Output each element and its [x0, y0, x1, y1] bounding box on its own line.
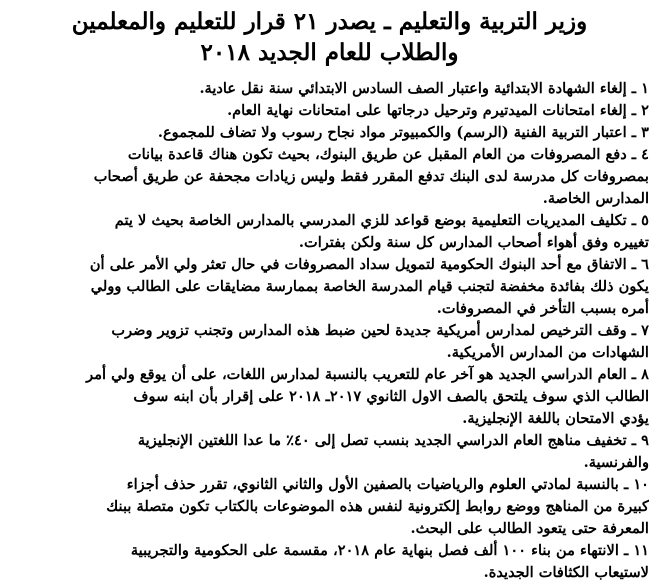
- decision-item: [10, 210, 649, 254]
- decision-item-line: ٣ ـ اعتبار التربية الفنية (الرسم) والكمبيوتر مواد نجاح رسوب ولا تضاف للمجموع.: [157, 124, 649, 141]
- decision-item-line: يؤدي الامتحان باللغة الإنجليزية.: [462, 410, 649, 427]
- decision-item-line: المدارس الخاصة.: [542, 190, 649, 207]
- decision-item: [10, 100, 649, 122]
- decision-item: [10, 320, 649, 364]
- decision-item-line: والفرنسية.: [583, 454, 649, 471]
- decision-item: [10, 474, 649, 540]
- decision-item-line: الطالب الذي سوف يلتحق بالصف الاول الثانوي ٢٠١٧ـ ٢٠١٨ على إقرار بأن ابنه سوف: [133, 388, 649, 405]
- decision-item-line: المعرفة حتى يتعود الطالب على البحث.: [410, 520, 649, 537]
- decision-item: [10, 430, 649, 474]
- decision-item-line: ٦ ـ الاتفاق مع أحد البنوك الحكومية لتمويل سداد المصروفات في حال تعثر ولي الأمر على أن: [89, 256, 649, 273]
- decision-item-line: ١١ ـ الانتهاء من بناء ١٠٠ ألف فصل بنهاية عام ٢٠١٨، مقسمة على الحكومية والتجريبية: [130, 542, 649, 559]
- decision-item-line: ٥ ـ تكليف المديريات التعليمية بوضع قواعد للزي المدرسي بالمدارس الخاصة بحيث لا يتم: [114, 212, 649, 229]
- decision-item: [10, 364, 649, 430]
- decision-item: [10, 254, 649, 320]
- decision-item-line: أمره بسبب التأخر في المصروفات.: [436, 300, 649, 317]
- decision-item-line: كبيرة من المناهج ووضع روابط إلكترونية لنفس هذه الموضوعات بالكتاب تكون متصلة ببنك: [106, 498, 649, 515]
- decisions-list: [10, 78, 649, 584]
- decision-item-line: ٤ ـ دفع المصروفات من العام المقبل عن طريق البنوك، بحيث تكون هناك قاعدة بيانات: [127, 146, 649, 163]
- article-title-line-1: وزير التربية والتعليم ـ يصدر ٢١ قرار للتعليم والمعلمين: [71, 8, 588, 35]
- decision-item-line: لاستيعاب الكثافات الجديدة.: [483, 564, 649, 581]
- decision-item-line: الشهادات من المدارس الأمريكية.: [446, 344, 649, 361]
- decision-item-line: ١٠ ـ بالنسبة لمادتي العلوم والرياضيات بالصفين الأول والثاني الثانوي، تقرر حذف أجزاء: [126, 476, 649, 493]
- decision-item-line: ٢ ـ إلغاء امتحانات الميدتيرم وترحيل درجاتها على امتحانات نهاية العام.: [227, 102, 649, 119]
- decision-item-line: ٩ ـ تخفيف مناهج العام الدراسي الجديد بنسب تصل إلى ٤٠٪ ما عدا اللغتين الإنجليزية: [137, 432, 649, 449]
- decision-item-line: بمصروفات كل مدرسة لدى البنك تدفع المقرر فقط وليس زيادات مجحفة عن طريق أصحاب: [93, 168, 649, 185]
- decision-item-line: ١ ـ إلغاء الشهادة الابتدائية واعتبار الصف السادس الابتدائي سنة نقل عادية.: [199, 80, 649, 97]
- article-title-line-2: والطلاب للعام الجديد ٢٠١٨: [200, 39, 459, 66]
- article-title: [10, 6, 649, 68]
- decision-item-line: ٨ ـ العام الدراسي الجديد هو آخر عام للتعريب بالنسبة لمدارس اللغات، على أن يوقع ولي أمر: [86, 366, 649, 383]
- decision-item: [10, 122, 649, 144]
- decision-item: [10, 144, 649, 210]
- decision-item: [10, 78, 649, 100]
- decision-item-line: ٧ ـ وقف الترخيص لمدارس أمريكية جديدة لحين ضبط هذه المدارس وتجنب تزوير وضرب: [111, 322, 649, 339]
- decision-item: [10, 540, 649, 584]
- decision-item-line: يكون ذلك بفائدة مخفضة لتجنب قيام المدرسة الخاصة بممارسة مضايقات على الطالب وولي: [90, 278, 649, 295]
- decision-item-line: تغييره وفق أهواء أصحاب المدارس كل سنة ولكن بفترات.: [298, 234, 649, 251]
